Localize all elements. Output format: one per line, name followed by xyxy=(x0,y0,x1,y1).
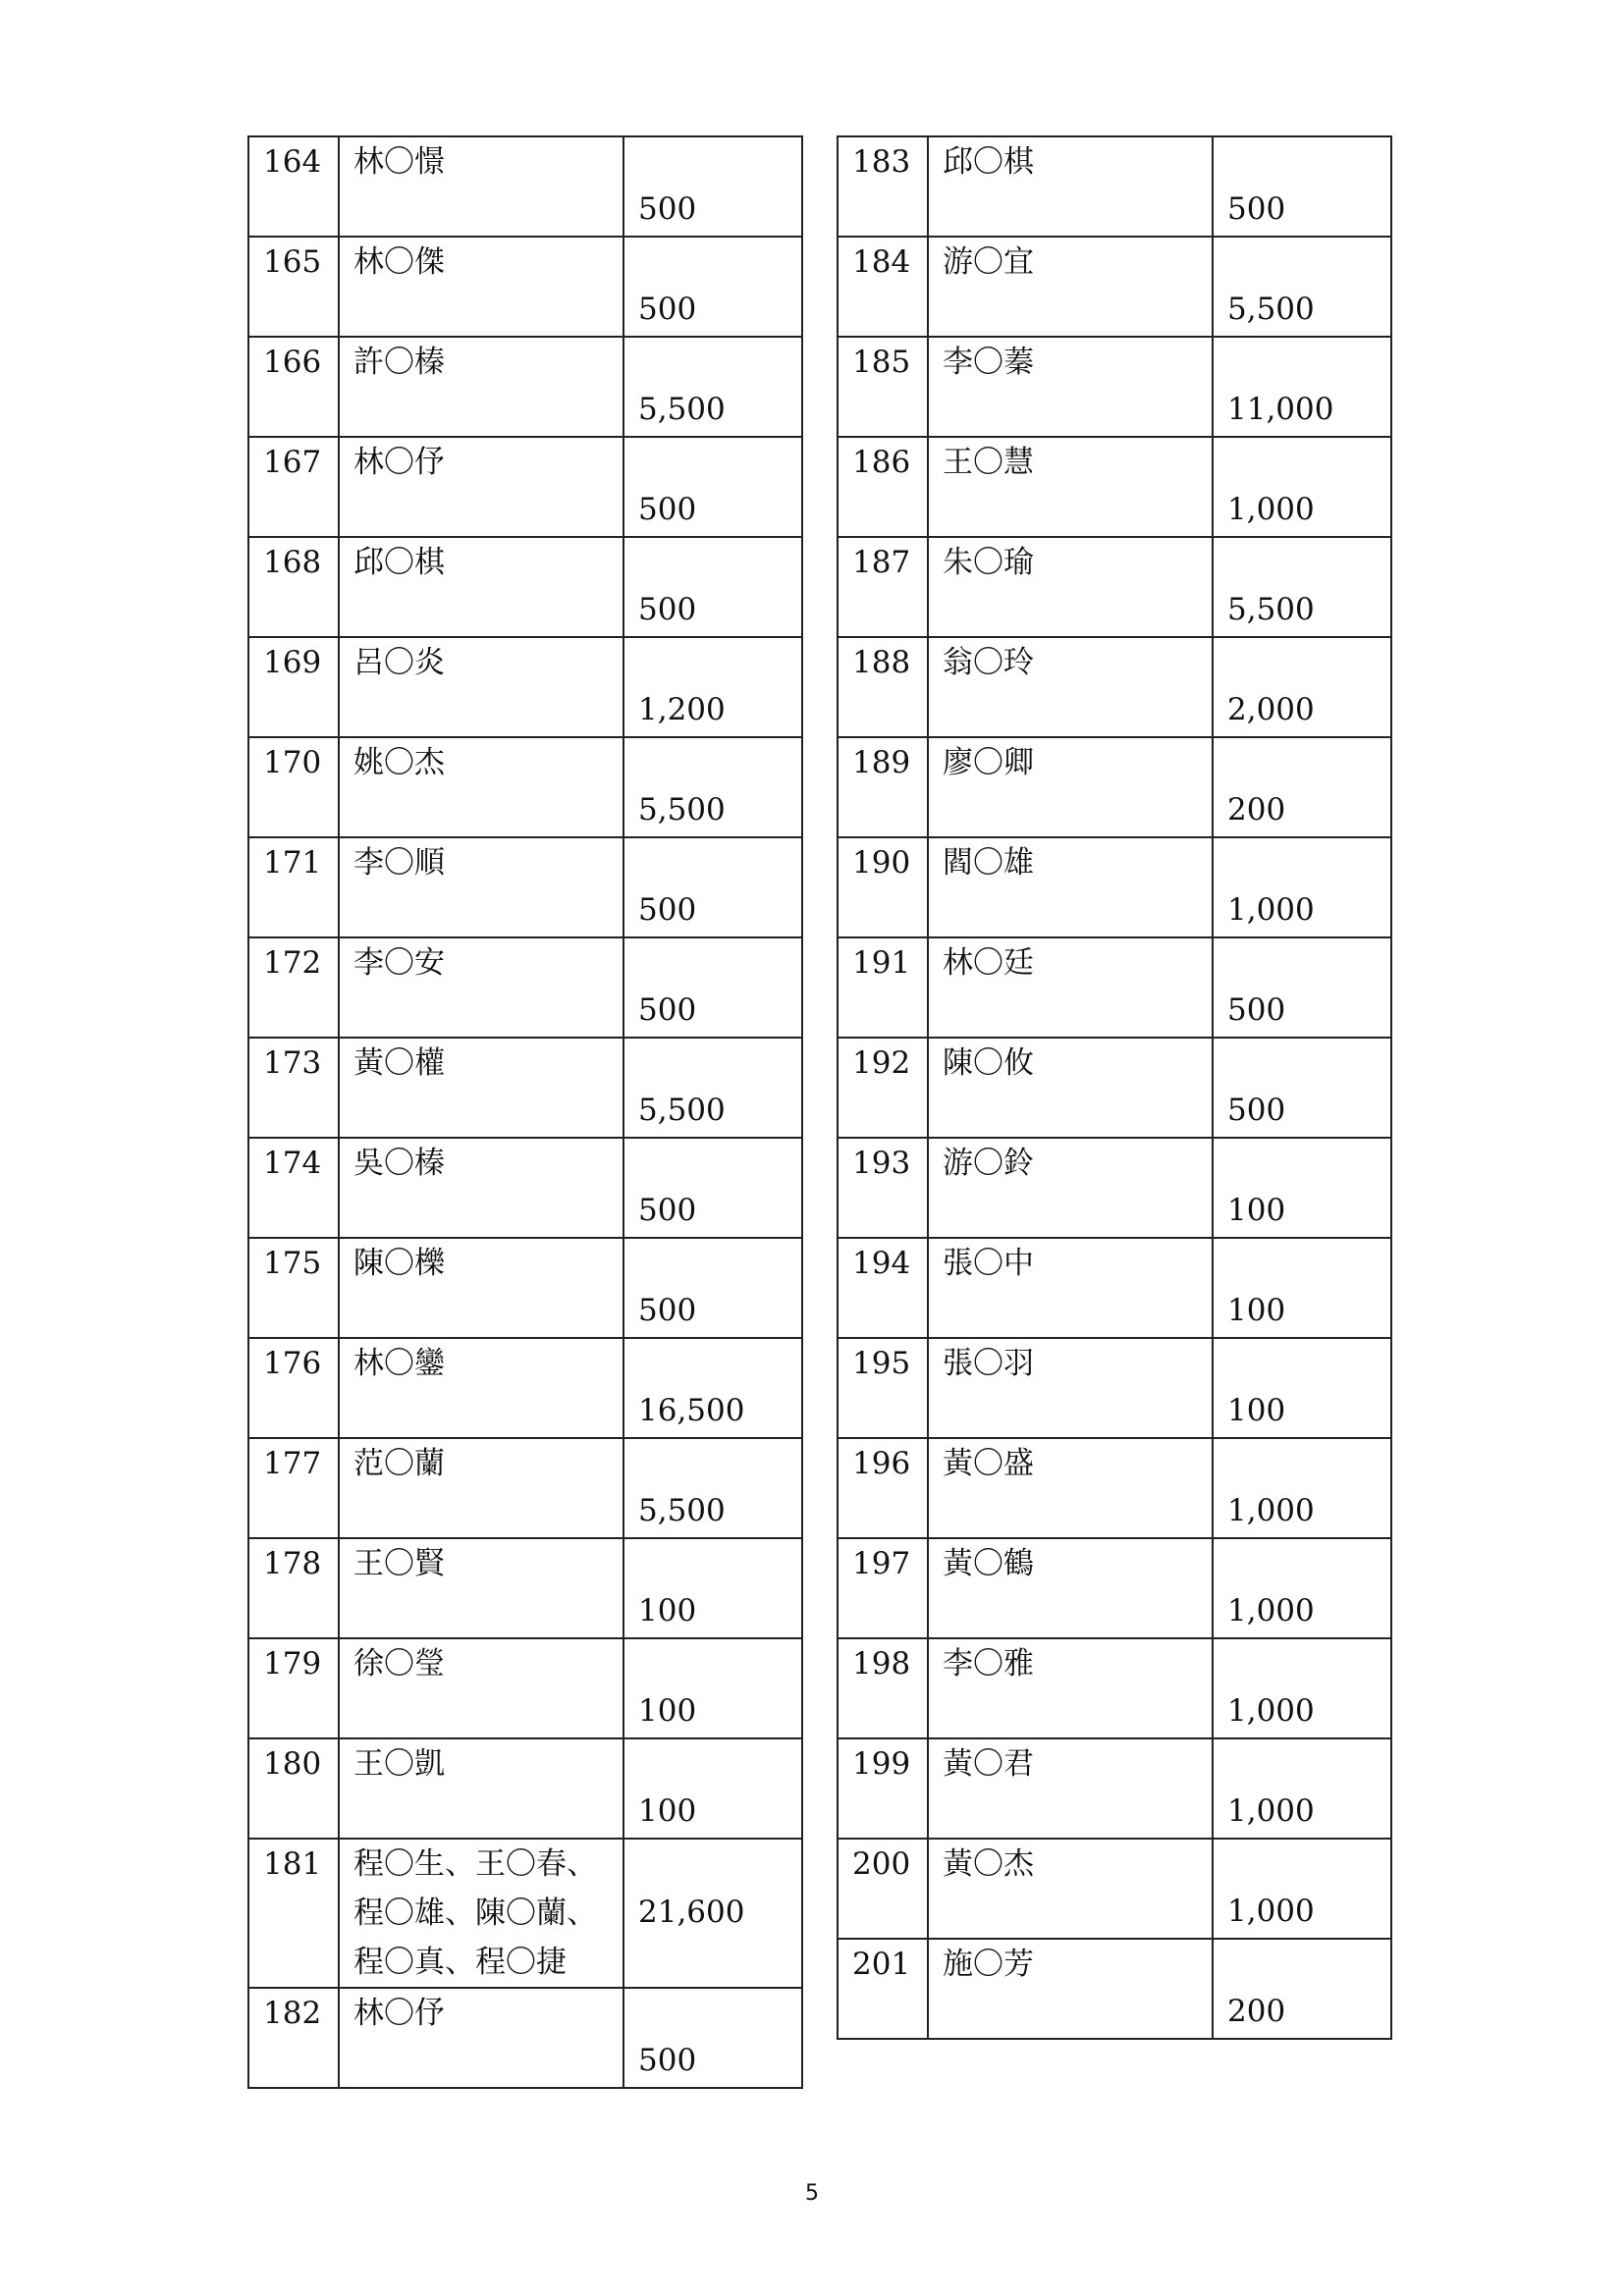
table-row xyxy=(838,1939,1391,2039)
row-number: 191 xyxy=(838,937,928,1038)
table-row xyxy=(248,1338,802,1438)
table-row xyxy=(838,1038,1391,1138)
row-number: 168 xyxy=(248,537,339,637)
row-number: 190 xyxy=(838,837,928,937)
row-number: 195 xyxy=(838,1338,928,1438)
donor-table-left xyxy=(247,135,803,2089)
donor-name: 游〇宜 xyxy=(928,237,1213,337)
table-row xyxy=(248,1238,802,1338)
donation-amount: 500 xyxy=(623,1138,802,1238)
donation-amount: 500 xyxy=(623,1238,802,1338)
table-row xyxy=(248,737,802,837)
donation-amount: 5,500 xyxy=(1213,537,1391,637)
row-number: 172 xyxy=(248,937,339,1038)
donor-name: 王〇慧 xyxy=(928,437,1213,537)
donor-name: 林〇憬 xyxy=(339,136,623,237)
donation-amount: 200 xyxy=(1213,1939,1391,2039)
donor-name: 呂〇炎 xyxy=(339,637,623,737)
row-number: 201 xyxy=(838,1939,928,2039)
donation-amount: 5,500 xyxy=(623,1038,802,1138)
row-number: 196 xyxy=(838,1438,928,1538)
row-number: 175 xyxy=(248,1238,339,1338)
donor-name: 李〇雅 xyxy=(928,1638,1213,1738)
donation-amount: 1,000 xyxy=(1213,1538,1391,1638)
donation-amount: 16,500 xyxy=(623,1338,802,1438)
table-row xyxy=(838,637,1391,737)
donation-amount: 100 xyxy=(623,1538,802,1638)
row-number: 197 xyxy=(838,1538,928,1638)
row-number: 198 xyxy=(838,1638,928,1738)
donor-name: 朱〇瑜 xyxy=(928,537,1213,637)
donor-name: 吳〇榛 xyxy=(339,1138,623,1238)
donor-name-line: 程〇雄、陳〇蘭、 xyxy=(353,1896,597,1931)
row-number: 200 xyxy=(838,1839,928,1939)
donor-name-line: 程〇生、王〇春、 xyxy=(353,1846,597,1882)
donation-amount: 200 xyxy=(1213,737,1391,837)
donation-amount: 1,000 xyxy=(1213,1438,1391,1538)
table-row xyxy=(248,837,802,937)
table-row xyxy=(248,1738,802,1839)
donor-name: 姚〇杰 xyxy=(339,737,623,837)
donation-amount: 5,500 xyxy=(623,737,802,837)
page-number: 5 xyxy=(805,2181,819,2206)
row-number: 186 xyxy=(838,437,928,537)
table-row xyxy=(248,1638,802,1738)
donor-name: 王〇凱 xyxy=(339,1738,623,1839)
table-row xyxy=(838,737,1391,837)
donor-name: 林〇伃 xyxy=(339,437,623,537)
donor-name: 王〇賢 xyxy=(339,1538,623,1638)
table-row xyxy=(838,1138,1391,1238)
donation-amount: 500 xyxy=(623,1988,802,2088)
table-row xyxy=(838,437,1391,537)
donation-amount: 5,500 xyxy=(623,1438,802,1538)
row-number: 184 xyxy=(838,237,928,337)
donation-amount: 100 xyxy=(1213,1238,1391,1338)
donor-name: 閻〇雄 xyxy=(928,837,1213,937)
table-row xyxy=(838,136,1391,237)
table-row xyxy=(248,1438,802,1538)
table-row xyxy=(248,637,802,737)
row-number: 189 xyxy=(838,737,928,837)
donation-amount: 5,500 xyxy=(1213,237,1391,337)
table-row xyxy=(838,1638,1391,1738)
table-row xyxy=(838,237,1391,337)
donation-amount: 1,000 xyxy=(1213,1638,1391,1738)
donation-amount: 21,600 xyxy=(623,1839,802,1988)
row-number: 183 xyxy=(838,136,928,237)
donation-amount: 2,000 xyxy=(1213,637,1391,737)
donor-name: 黃〇杰 xyxy=(928,1839,1213,1939)
table-row xyxy=(248,237,802,337)
donor-name: 范〇蘭 xyxy=(339,1438,623,1538)
donation-amount: 500 xyxy=(623,237,802,337)
row-number: 194 xyxy=(838,1238,928,1338)
donation-amount: 500 xyxy=(623,136,802,237)
table-row xyxy=(248,1538,802,1638)
donor-table-left-body xyxy=(248,136,802,2088)
row-number: 187 xyxy=(838,537,928,637)
row-number: 177 xyxy=(248,1438,339,1538)
row-number: 167 xyxy=(248,437,339,537)
table-row xyxy=(248,937,802,1038)
row-number: 188 xyxy=(838,637,928,737)
table-row xyxy=(838,937,1391,1038)
row-number: 164 xyxy=(248,136,339,237)
donor-name-line: 程〇真、程〇捷 xyxy=(353,1945,567,1980)
row-number: 166 xyxy=(248,337,339,437)
donation-amount: 1,000 xyxy=(1213,837,1391,937)
donation-amount: 11,000 xyxy=(1213,337,1391,437)
donor-name: 張〇羽 xyxy=(928,1338,1213,1438)
row-number: 176 xyxy=(248,1338,339,1438)
donor-name: 張〇中 xyxy=(928,1238,1213,1338)
donor-name: 陳〇櫟 xyxy=(339,1238,623,1338)
donor-name: 邱〇棋 xyxy=(339,537,623,637)
table-row xyxy=(248,1988,802,2088)
table-row xyxy=(838,537,1391,637)
row-number: 169 xyxy=(248,637,339,737)
row-number: 178 xyxy=(248,1538,339,1638)
table-row xyxy=(838,1338,1391,1438)
donation-amount: 500 xyxy=(623,937,802,1038)
donor-name: 翁〇玲 xyxy=(928,637,1213,737)
donor-name: 陳〇攸 xyxy=(928,1038,1213,1138)
donation-amount: 500 xyxy=(1213,136,1391,237)
donor-name-group xyxy=(339,1839,623,1988)
donation-amount: 100 xyxy=(1213,1338,1391,1438)
table-row xyxy=(838,837,1391,937)
donation-amount: 5,500 xyxy=(623,337,802,437)
donation-amount: 1,000 xyxy=(1213,1839,1391,1939)
row-number: 165 xyxy=(248,237,339,337)
table-row xyxy=(248,1038,802,1138)
donation-amount: 500 xyxy=(1213,937,1391,1038)
row-number: 174 xyxy=(248,1138,339,1238)
table-row xyxy=(248,437,802,537)
donor-name: 許〇榛 xyxy=(339,337,623,437)
donor-name: 林〇廷 xyxy=(928,937,1213,1038)
donor-table-right-body xyxy=(838,136,1391,2039)
table-row xyxy=(838,1738,1391,1839)
donation-amount: 1,200 xyxy=(623,637,802,737)
donation-amount: 500 xyxy=(1213,1038,1391,1138)
donor-name: 林〇傑 xyxy=(339,237,623,337)
donor-name: 徐〇瑩 xyxy=(339,1638,623,1738)
donor-name: 施〇芳 xyxy=(928,1939,1213,2039)
donor-name: 黃〇鶴 xyxy=(928,1538,1213,1638)
donation-amount: 100 xyxy=(1213,1138,1391,1238)
donation-amount: 1,000 xyxy=(1213,437,1391,537)
donation-amount: 500 xyxy=(623,537,802,637)
donor-name: 林〇伃 xyxy=(339,1988,623,2088)
table-row xyxy=(838,1438,1391,1538)
donor-name: 林〇鑾 xyxy=(339,1338,623,1438)
donor-name: 黃〇盛 xyxy=(928,1438,1213,1538)
donor-name: 游〇鈴 xyxy=(928,1138,1213,1238)
table-row xyxy=(248,537,802,637)
donor-name: 李〇安 xyxy=(339,937,623,1038)
row-number: 173 xyxy=(248,1038,339,1138)
table-row xyxy=(838,1238,1391,1338)
table-row xyxy=(248,1138,802,1238)
row-number: 192 xyxy=(838,1038,928,1138)
donor-name: 邱〇棋 xyxy=(928,136,1213,237)
row-number: 185 xyxy=(838,337,928,437)
table-row xyxy=(248,337,802,437)
row-number: 193 xyxy=(838,1138,928,1238)
row-number: 179 xyxy=(248,1638,339,1738)
donor-name: 黃〇權 xyxy=(339,1038,623,1138)
donor-table-right xyxy=(837,135,1392,2040)
row-number: 171 xyxy=(248,837,339,937)
donor-name: 廖〇卿 xyxy=(928,737,1213,837)
table-row xyxy=(248,136,802,237)
table-row xyxy=(838,1839,1391,1939)
row-number: 180 xyxy=(248,1738,339,1839)
table-row xyxy=(248,1839,802,1988)
row-number: 182 xyxy=(248,1988,339,2088)
donor-name: 李〇蓁 xyxy=(928,337,1213,437)
table-row xyxy=(838,1538,1391,1638)
donor-name: 李〇順 xyxy=(339,837,623,937)
table-row xyxy=(838,337,1391,437)
row-number: 199 xyxy=(838,1738,928,1839)
donation-amount: 500 xyxy=(623,837,802,937)
donation-amount: 100 xyxy=(623,1638,802,1738)
row-number: 170 xyxy=(248,737,339,837)
donation-amount: 1,000 xyxy=(1213,1738,1391,1839)
donor-name: 黃〇君 xyxy=(928,1738,1213,1839)
row-number: 181 xyxy=(248,1839,339,1988)
donation-amount: 500 xyxy=(623,437,802,537)
donation-amount: 100 xyxy=(623,1738,802,1839)
